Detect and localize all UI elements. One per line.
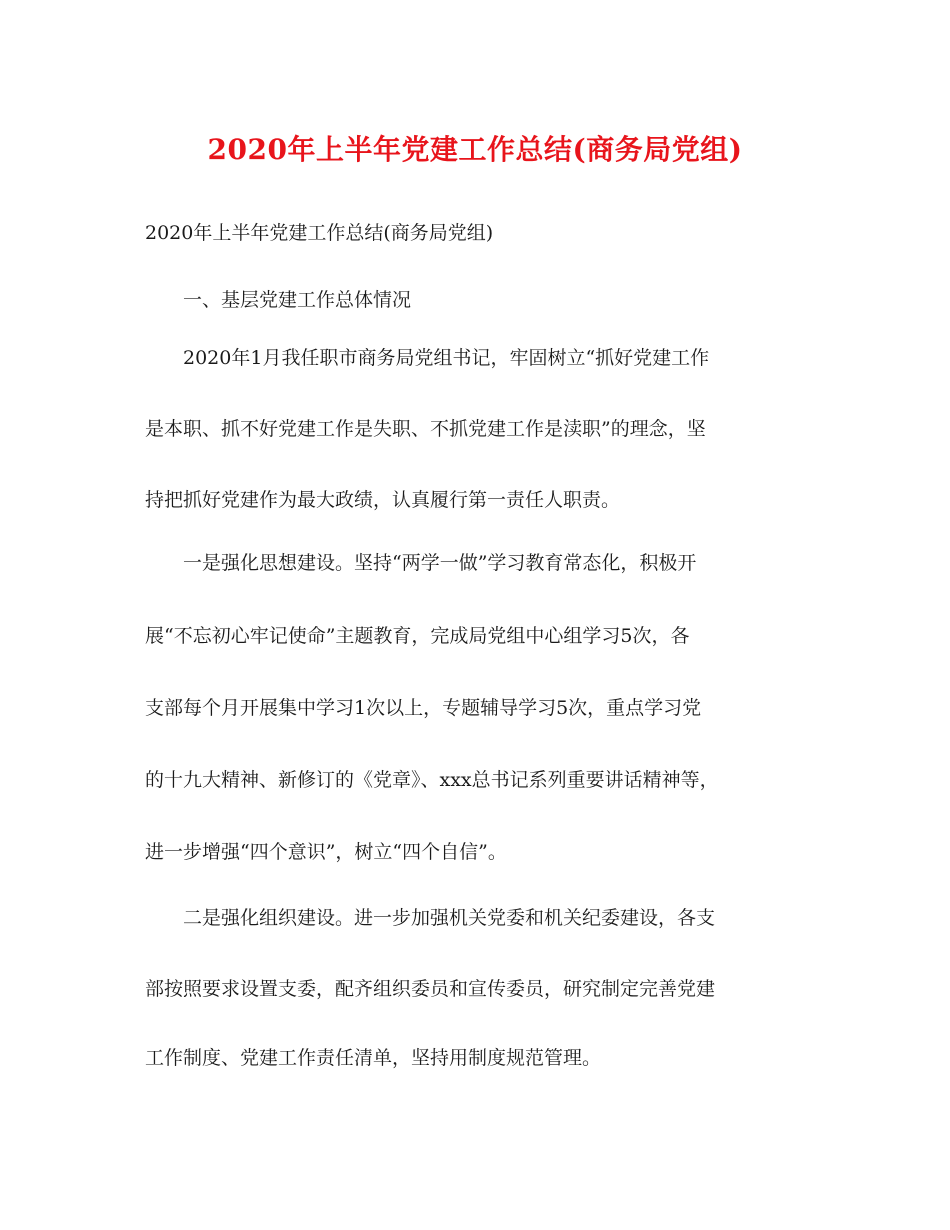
document-subtitle: 2020年上半年党建工作总结(商务局党组) — [145, 222, 494, 244]
paragraph-line: 展“不忘初心牢记使命”主题教育，完成局党组中心组学习5次，各 — [145, 625, 690, 647]
paragraph-line: 部按照要求设置支委，配齐组织委员和宣传委员，研究制定完善党建 — [145, 978, 716, 1000]
paragraph-line: 一是强化思想建设。坚持“两学一做”学习教育常态化，积极开 — [183, 552, 697, 574]
paragraph-line: 支部每个月开展集中学习1次以上，专题辅导学习5次，重点学习党 — [145, 697, 702, 719]
document-title: 2020年上半年党建工作总结(商务局党组) — [207, 133, 743, 166]
paragraph-line: 的十九大精神、新修订的《党章》、xxx总书记系列重要讲话精神等， — [145, 769, 719, 791]
section-heading: 一、基层党建工作总体情况 — [183, 289, 412, 311]
paragraph-line: 二是强化组织建设。进一步加强机关党委和机关纪委建设，各支 — [183, 907, 716, 929]
paragraph-line: 进一步增强“四个意识”，树立“四个自信”。 — [145, 841, 507, 863]
paragraph-line: 是本职、抓不好党建工作是失职、不抓党建工作是渎职”的理念，坚 — [145, 418, 706, 440]
paragraph-line: 持把抓好党建作为最大政绩，认真履行第一责任人职责。 — [145, 489, 621, 511]
paragraph-line: 2020年1月我任职市商务局党组书记，牢固树立“抓好党建工作 — [183, 347, 710, 369]
paragraph-line: 工作制度、党建工作责任清单，坚持用制度规范管理。 — [145, 1047, 602, 1069]
